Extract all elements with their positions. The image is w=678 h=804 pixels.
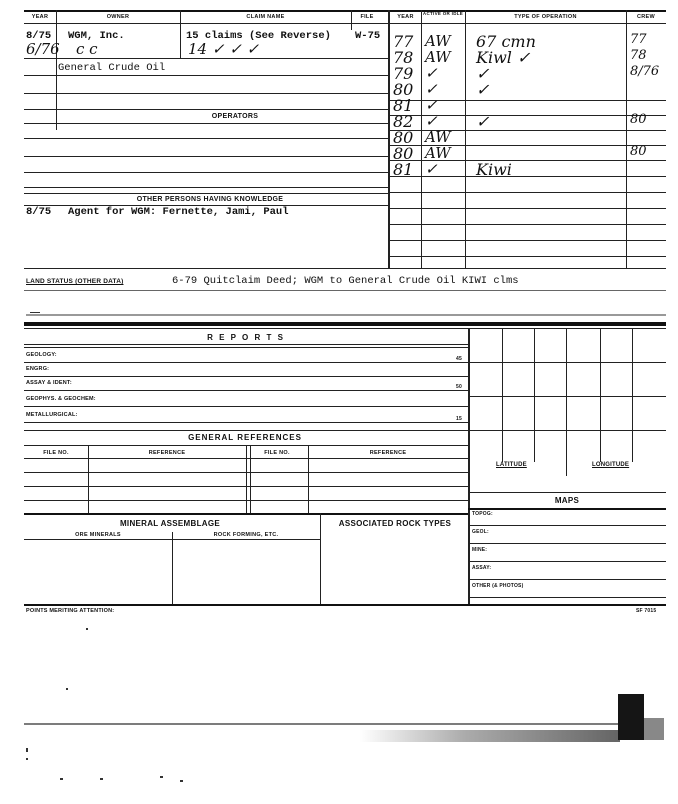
header-crew: CREW	[636, 14, 655, 20]
land-status-label: LAND STATUS (OTHER DATA)	[26, 278, 124, 285]
owner-row3-owner: General Crude Oil	[58, 62, 166, 74]
operation-type: ✓	[476, 80, 490, 99]
header-year: YEAR	[31, 14, 49, 20]
operation-status: AW	[425, 128, 451, 146]
operators-label: OPERATORS	[211, 113, 259, 120]
operation-status: AW	[425, 144, 451, 162]
operation-year: 81	[393, 160, 414, 179]
gr-reference: REFERENCE	[148, 450, 186, 456]
report-number: 50	[456, 384, 462, 390]
operation-status: ✓	[425, 160, 438, 178]
operation-year: 81	[393, 96, 414, 115]
header-type-of-operation: TYPE OF OPERATION	[514, 14, 577, 20]
longitude-label: LONGITUDE	[592, 462, 630, 468]
operation-year: 80	[393, 144, 414, 163]
gr-file-no-2: FILE NO.	[264, 450, 290, 456]
header-file: FILE	[360, 14, 374, 20]
associated-rock-types-label: ASSOCIATED ROCK TYPES	[338, 519, 452, 528]
report-label: ENGRG:	[26, 366, 50, 372]
other-persons-entry: Agent for WGM: Fernette, Jami, Paul	[68, 206, 289, 218]
latitude-label: LATITUDE	[496, 462, 527, 468]
header-active-or-idle: ACTIVE OR IDLE	[422, 11, 464, 16]
owner-row1-owner: WGM, Inc.	[68, 30, 125, 42]
operation-type: Kiwi	[476, 160, 512, 179]
ore-minerals-label: ORE MINERALS	[75, 532, 121, 538]
operation-year: 82	[393, 112, 414, 131]
points-meriting-attention-label: POINTS MERITING ATTENTION:	[26, 608, 115, 614]
header-owner: OWNER	[106, 14, 130, 20]
general-references-title: GENERAL REFERENCES	[188, 433, 302, 442]
owner-row2-claim: 14 ✓ ✓ ✓	[188, 40, 260, 58]
operation-type: 67 cmn	[476, 32, 536, 51]
operation-year: 79	[393, 64, 414, 83]
operation-year: 80	[393, 128, 414, 147]
operation-year: 80	[393, 80, 414, 99]
maps-title: MAPS	[554, 496, 580, 505]
owner-row1-year: 8/75	[26, 30, 52, 42]
operation-status: ✓	[425, 80, 438, 98]
gr-file-no: FILE NO.	[43, 450, 69, 456]
report-number: 15	[456, 416, 462, 422]
maps-row-label: OTHER (& PHOTOS)	[472, 583, 524, 589]
operation-status: ✓	[425, 96, 438, 114]
operation-status: AW	[425, 48, 451, 66]
land-status-text: 6-79 Quitclaim Deed; WGM to General Crude Oil KIWI clms	[172, 275, 519, 287]
operation-crew: 77	[630, 32, 647, 47]
operation-crew: 80	[630, 112, 647, 127]
rock-forming-label: ROCK FORMING, ETC.	[213, 532, 279, 538]
owner-row1-claim: 15 claims (See Reverse)	[186, 30, 331, 42]
maps-row-label: GEOL:	[472, 529, 489, 535]
operation-type: Kiwl ✓	[476, 48, 531, 67]
other-persons-label: OTHER PERSONS HAVING KNOWLEDGE	[136, 196, 284, 203]
report-number: 45	[456, 356, 462, 362]
maps-row-label: MINE:	[472, 547, 488, 553]
header-claim-name: CLAIM NAME	[246, 14, 285, 20]
operation-crew: 8/76	[630, 64, 660, 79]
operation-crew: 78	[630, 48, 647, 63]
operation-status: ✓	[425, 112, 438, 130]
report-label: GEOPHYS. & GEOCHEM:	[26, 396, 96, 402]
maps-row-label: ASSAY:	[472, 565, 492, 571]
operation-status: ✓	[425, 64, 438, 82]
reports-title: R E P O R T S	[207, 333, 285, 342]
operation-crew: 80	[630, 144, 647, 159]
operation-year: 78	[393, 48, 414, 67]
owner-row2-owner: c c	[76, 40, 98, 58]
operation-year: 77	[393, 32, 414, 51]
report-label: ASSAY & IDENT:	[26, 380, 72, 386]
mineral-assemblage-title: MINERAL ASSEMBLAGE	[119, 519, 221, 528]
report-label: METALLURGICAL:	[26, 412, 78, 418]
report-label: GEOLOGY:	[26, 352, 57, 358]
other-persons-year: 8/75	[26, 206, 52, 218]
operation-type: ✓	[476, 64, 490, 83]
owner-row2-year: 6/76	[26, 40, 60, 58]
form-number: SF 7015	[636, 608, 657, 614]
operation-type: ✓	[476, 112, 490, 131]
header-year-2: YEAR	[397, 14, 414, 20]
operation-status: AW	[425, 32, 451, 50]
owner-row1-file: W-75	[355, 30, 381, 42]
maps-row-label: TOPOG:	[472, 511, 493, 517]
gr-reference-2: REFERENCE	[369, 450, 407, 456]
